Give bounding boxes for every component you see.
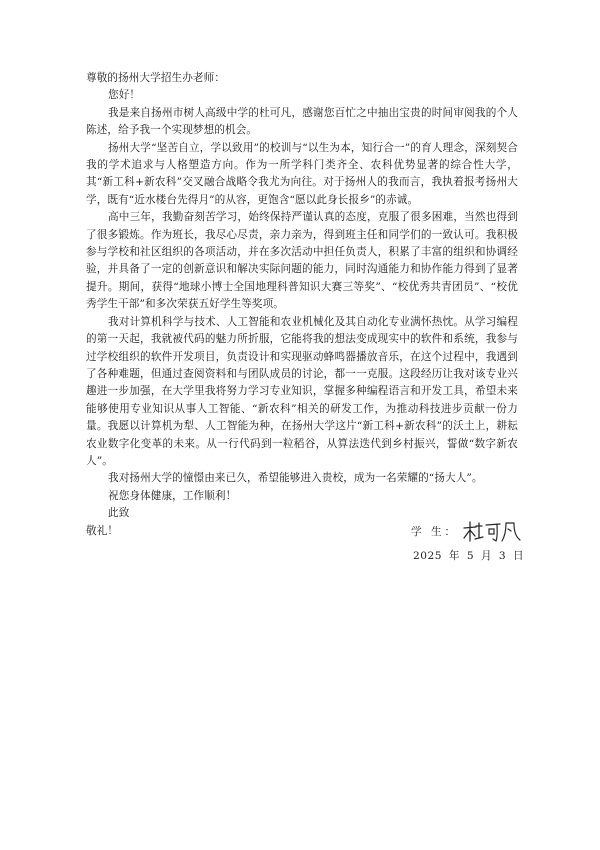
greeting: 您好！: [108, 89, 141, 102]
letter-body: [86, 70, 518, 540]
date-month-unit: 月: [480, 550, 493, 562]
date-year: 2025: [413, 550, 442, 562]
paragraph-university: 扬州大学“坚苦自立，学以致用”的校训与“以生为本，知行合一”的育人理念，深刻契合我的学术追求与人格塑造方向。作为一所学科门类齐全、农科优势显著的综合性大学，其“新工科+新农科”交叉融合战略令我尤为向往。对于扬州人的我而言，我执着报考扬州大学，既有“近水楼台先得月”的从容，更饱含“愿以此身长报乡”的赤诚。: [86, 141, 518, 206]
paragraph-intro: 我是来自扬州市树人高级中学的杜可凡，感谢您百忙之中抽出宝贵的时间审阅我的个人陈述，给予我一个实现梦想的机会。: [86, 106, 518, 137]
student-label: 学 生：: [411, 525, 459, 538]
date-day: 3: [498, 550, 507, 562]
paragraph-high-school: 高中三年，我勤奋刻苦学习，始终保持严谨认真的态度，克服了很多困难，当然也得到了很多锻炼。作为班长，我尽心尽责，亲力亲为，得到班主任和同学们的一致认可。我积极参与学校和社区组织的各项活动，并在多次活动中担任负责人，积累了丰富的组织和协调经验，并具备了一定的创新意识和解决实际问题的能力，同时沟通能力和协作能力得到了显著提升。期间，获得“地球小博士全国地理科普知识大赛三等奖”、“校优秀共青团员”、“校优秀学生干部”和多次荣获五好学生等奖项。: [86, 211, 518, 311]
date-year-unit: 年: [448, 550, 460, 562]
paragraph-wishes: 祝您身体健康，工作顺利！: [108, 489, 237, 502]
closing-jing-li: 敬礼！: [86, 524, 119, 537]
signature-date: [411, 548, 551, 563]
closing-ci-zhi: 此致: [108, 507, 130, 520]
signature-row: [411, 518, 551, 544]
signature-block: [411, 518, 551, 563]
handwritten-signature: [462, 518, 522, 544]
date-day-unit: 日: [513, 550, 525, 562]
paragraph-aspiration: 我对扬州大学的憧憬由来已久，希望能够进入贵校，成为一名荣耀的“扬大人”。: [108, 472, 483, 485]
paragraph-major: 我对计算机科学与技术、人工智能和农业机械化及其自动化专业满怀热忱。从学习编程的第一天起，我就被代码的魅力所折服，它能将我的想法变成现实中的软件和系统，我参与过学校组织的软件开发项目，负责设计和实现驱动蜂鸣器播放音乐，在这个过程中，我遇到了各种难题，但通过查阅资料和与团队成员的讨论，都一一克服。这段经历让我对该专业兴趣进一步加强，在大学里我将努力学习专业知识，掌握多种编程语言和开发工具，希望未来能够使用专业知识从事人工智能、“新农科”相关的研发工作，为推动科技进步贡献一份力量。我愿以计算机为犁、人工智能为种，在扬州大学这片“新工科+新农科”的沃土上，耕耘农业数字化变革的未来。从一行代码到一粒稻谷，从算法迭代到乡村振兴，誓做“数字新农人”。: [86, 315, 518, 467]
date-month: 5: [466, 550, 475, 562]
salutation: 尊敬的扬州大学招生办老师：: [86, 72, 226, 84]
